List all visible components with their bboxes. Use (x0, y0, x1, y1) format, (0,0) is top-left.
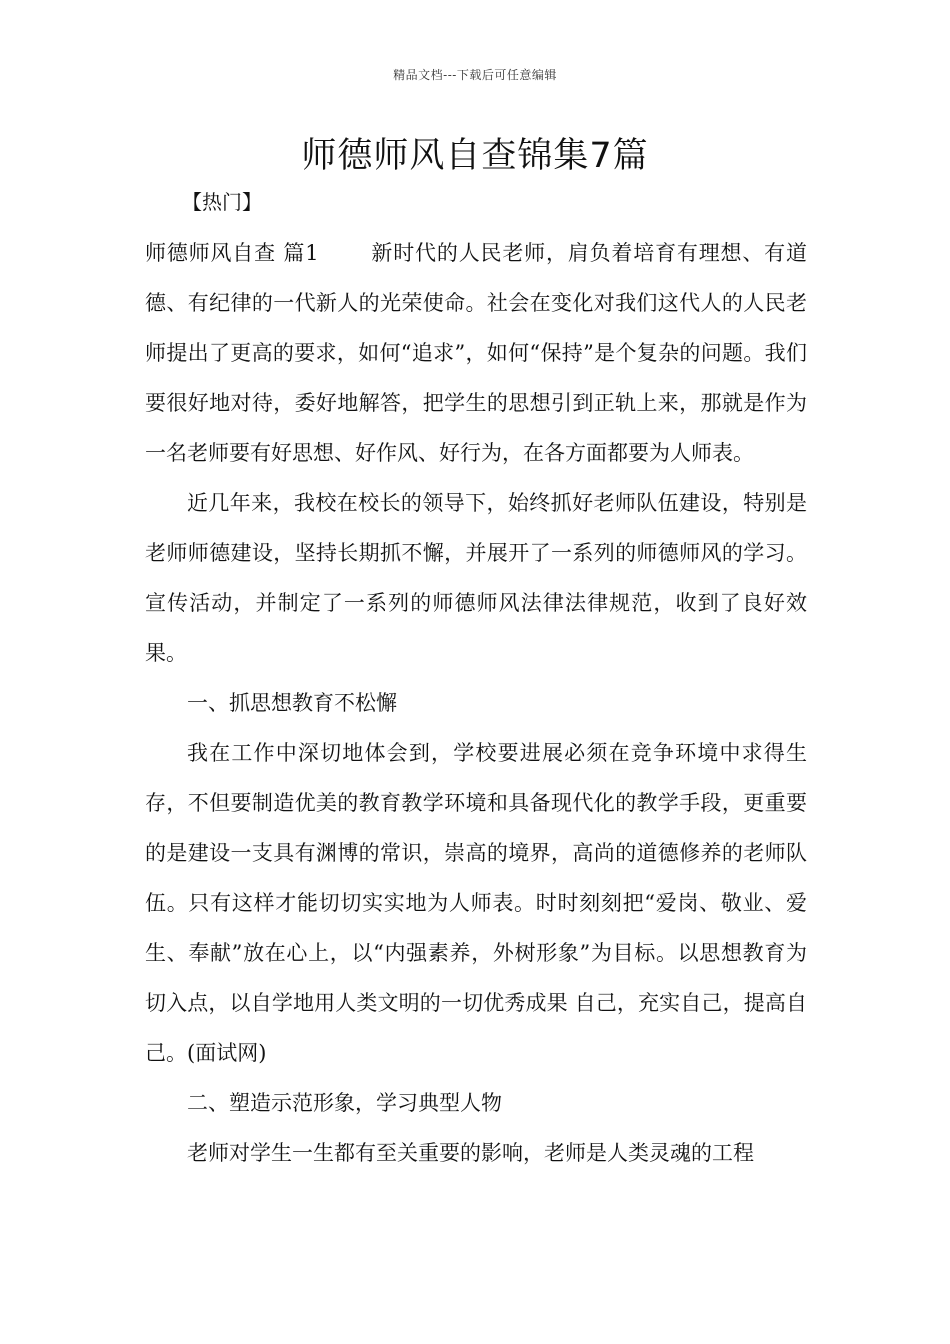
section-heading: 一、抓思想教育不松懈 (187, 691, 397, 715)
article-label: 师德师风自查 篇1 (145, 241, 319, 265)
page-title: 师德师风自查锦集7篇 (301, 136, 649, 176)
document-body (145, 228, 807, 1178)
header-note: 精品文档---下载后可任意编辑 (393, 68, 557, 82)
section-heading: 二、塑造示范形象，学习典型人物 (187, 1091, 502, 1115)
paragraph-intro-text: 新时代的人民老师，肩负着培育有理想、有道德、有纪律的一代新人的光荣使命。社会在变化对我们这代人的人民老师提出了更高的要求，如何“追求”，如何“保持”是个复杂的问题。我们要很好地对待，委好地解答，把学生的思想引到正轨上来，那就是作为一名老师要有好思想、好作风、好行为，在各方面都要为人师表。 (145, 241, 807, 465)
paragraph-intro (145, 228, 807, 478)
hot-tag: 【热门】 (182, 190, 262, 214)
paragraph: 老师对学生一生都有至关重要的影响，老师是人类灵魂的工程 (187, 1141, 754, 1165)
paragraph: 近几年来，我校在校长的领导下，始终抓好老师队伍建设，特别是老师师德建设，坚持长期抓不懈，并展开了一系列的师德师风的学习。宣传活动，并制定了一系列的师德师风法律法律规范，收到了良好效果。 (145, 491, 807, 665)
paragraph: 我在工作中深切地体会到，学校要进展必须在竞争环境中求得生存，不但要制造优美的教育教学环境和具备现代化的教学手段，更重要的是建设一支具有渊博的常识，崇高的境界，高尚的道德修养的老师队伍。只有这样才能切切实实地为人师表。时时刻刻把“爱岗、敬业、爱生、奉献”放在心上，以“内强素养，外树形象”为目标。以思想教育为切入点，以自学地用人类文明的一切优秀成果 自己，充实自己，提高自己。(面试网) (145, 741, 807, 1065)
